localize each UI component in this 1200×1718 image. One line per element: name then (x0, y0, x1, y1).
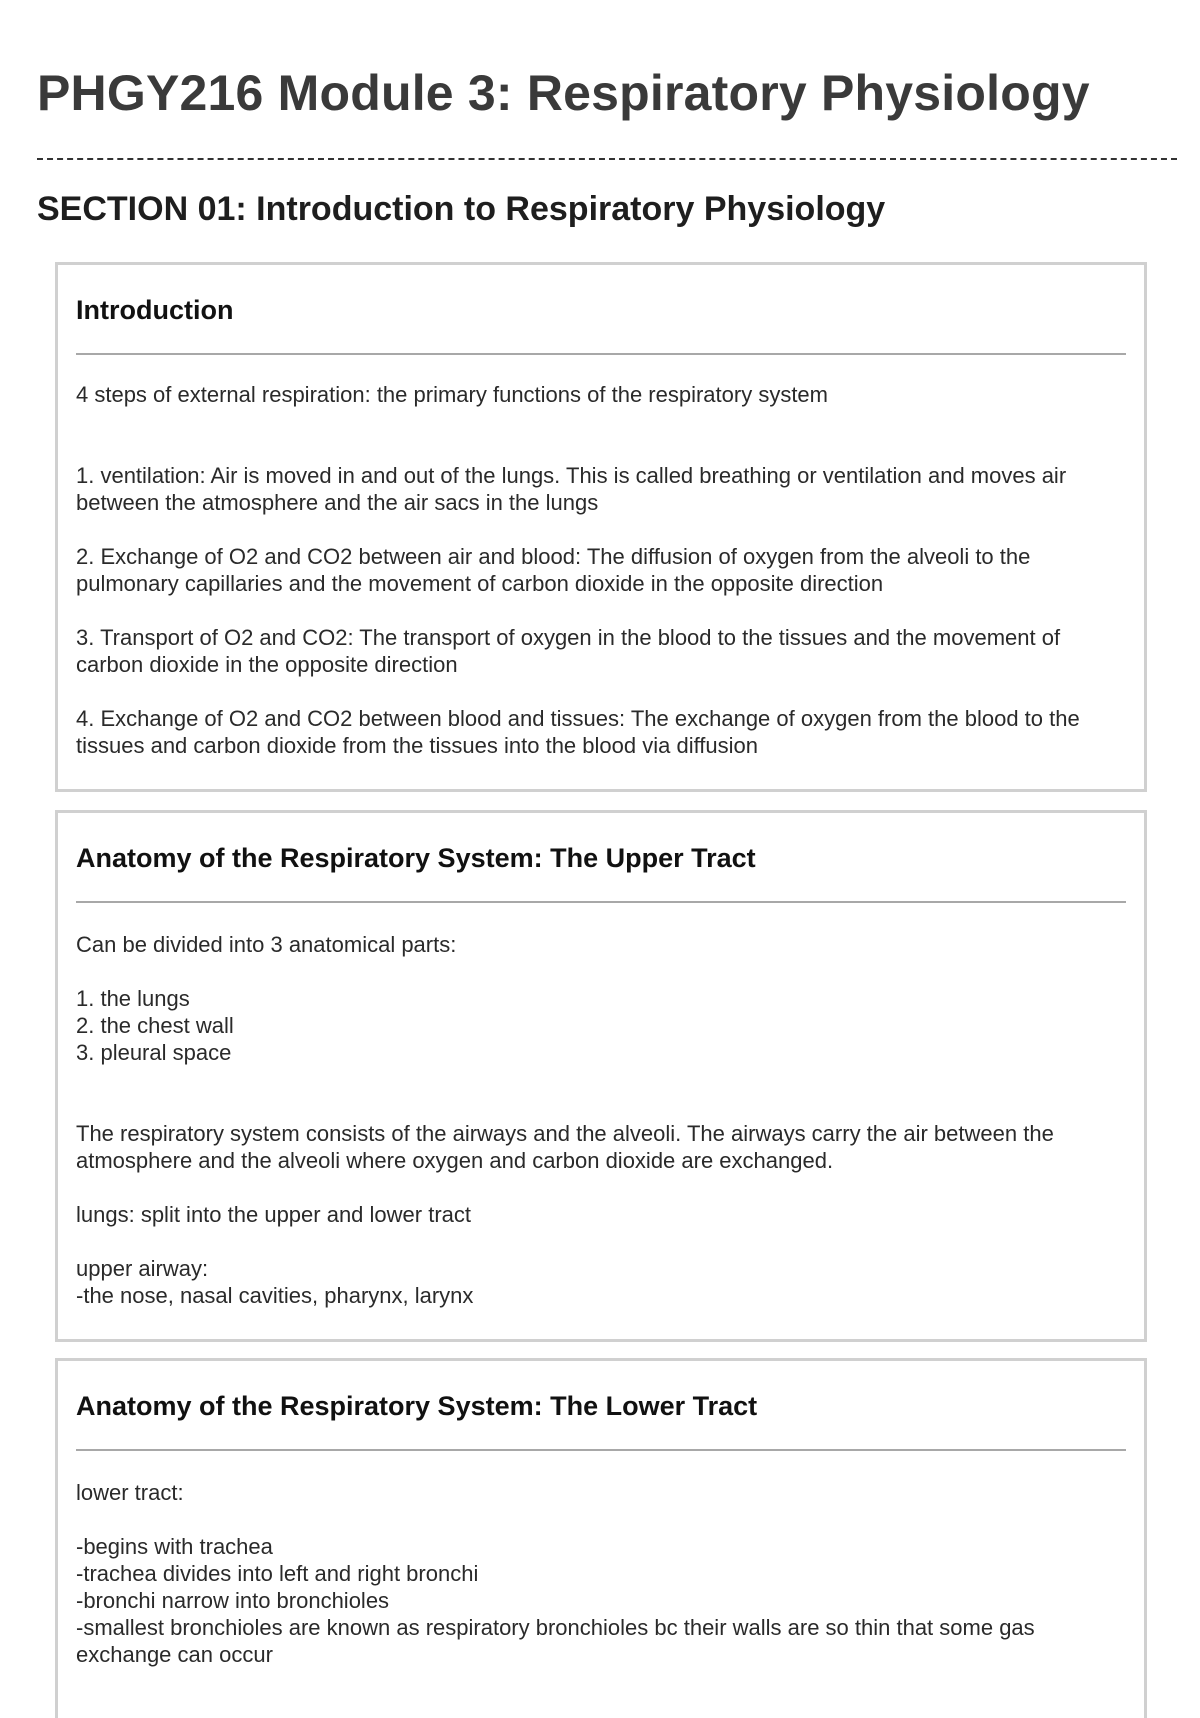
flashcard-upper-tract (55, 810, 1147, 1342)
card-text: -trachea divides into left and right bronchi (76, 1561, 479, 1586)
card-text: 4 steps of external respiration: the primary functions of the respiratory system (76, 382, 828, 407)
card-body (76, 1479, 1126, 1668)
card-body (76, 381, 1126, 759)
card-heading: Introduction (76, 295, 234, 325)
card-text: -smallest bronchioles are known as respiratory bronchioles bc their walls are so thin that some gas exchange can occur (76, 1615, 1035, 1667)
card-text: Can be divided into 3 anatomical parts: (76, 932, 457, 957)
card-text: lower tract: (76, 1480, 184, 1505)
card-text: -begins with trachea (76, 1534, 273, 1559)
card-text: -the nose, nasal cavities, pharynx, larynx (76, 1283, 474, 1308)
card-text: upper airway: (76, 1256, 209, 1281)
card-text: 2. the chest wall (76, 1013, 234, 1038)
flashcard-lower-tract (55, 1358, 1147, 1718)
card-text: 3. Transport of O2 and CO2: The transport of oxygen in the blood to the tissues and the movement of carbon dioxide in the opposite direction (76, 625, 1061, 677)
card-text: 4. Exchange of O2 and CO2 between blood and tissues: The exchange of oxygen from the blood to the tissues and carbon dioxide from the tissues into the blood via diffusion (76, 706, 1080, 758)
card-divider (76, 353, 1126, 355)
card-divider (76, 901, 1126, 903)
dashed-divider (37, 158, 1177, 160)
flashcard-introduction (55, 262, 1147, 792)
card-text: lungs: split into the upper and lower tract (76, 1202, 472, 1227)
card-text: 2. Exchange of O2 and CO2 between air and blood: The diffusion of oxygen from the alveoli to the pulmonary capillaries and the movement of carbon dioxide in the opposite direction (76, 544, 1031, 596)
card-heading: Anatomy of the Respiratory System: The Lower Tract (76, 1391, 758, 1421)
card-text: 1. ventilation: Air is moved in and out of the lungs. This is called breathing or ventilation and moves air between the atmosphere and the air sacs in the lungs (76, 463, 1067, 515)
card-text: 3. pleural space (76, 1040, 232, 1065)
section-title: SECTION 01: Introduction to Respiratory Physiology (37, 190, 886, 228)
card-heading: Anatomy of the Respiratory System: The Upper Tract (76, 843, 756, 873)
card-text: 1. the lungs (76, 986, 190, 1011)
card-text: -bronchi narrow into bronchioles (76, 1588, 390, 1613)
card-body (76, 931, 1126, 1309)
document-title: PHGY216 Module 3: Respiratory Physiology (37, 65, 1090, 121)
card-text: The respiratory system consists of the airways and the alveoli. The airways carry the air between the atmosphere and the alveoli where oxygen and carbon dioxide are exchanged. (76, 1121, 1054, 1173)
card-divider (76, 1449, 1126, 1451)
